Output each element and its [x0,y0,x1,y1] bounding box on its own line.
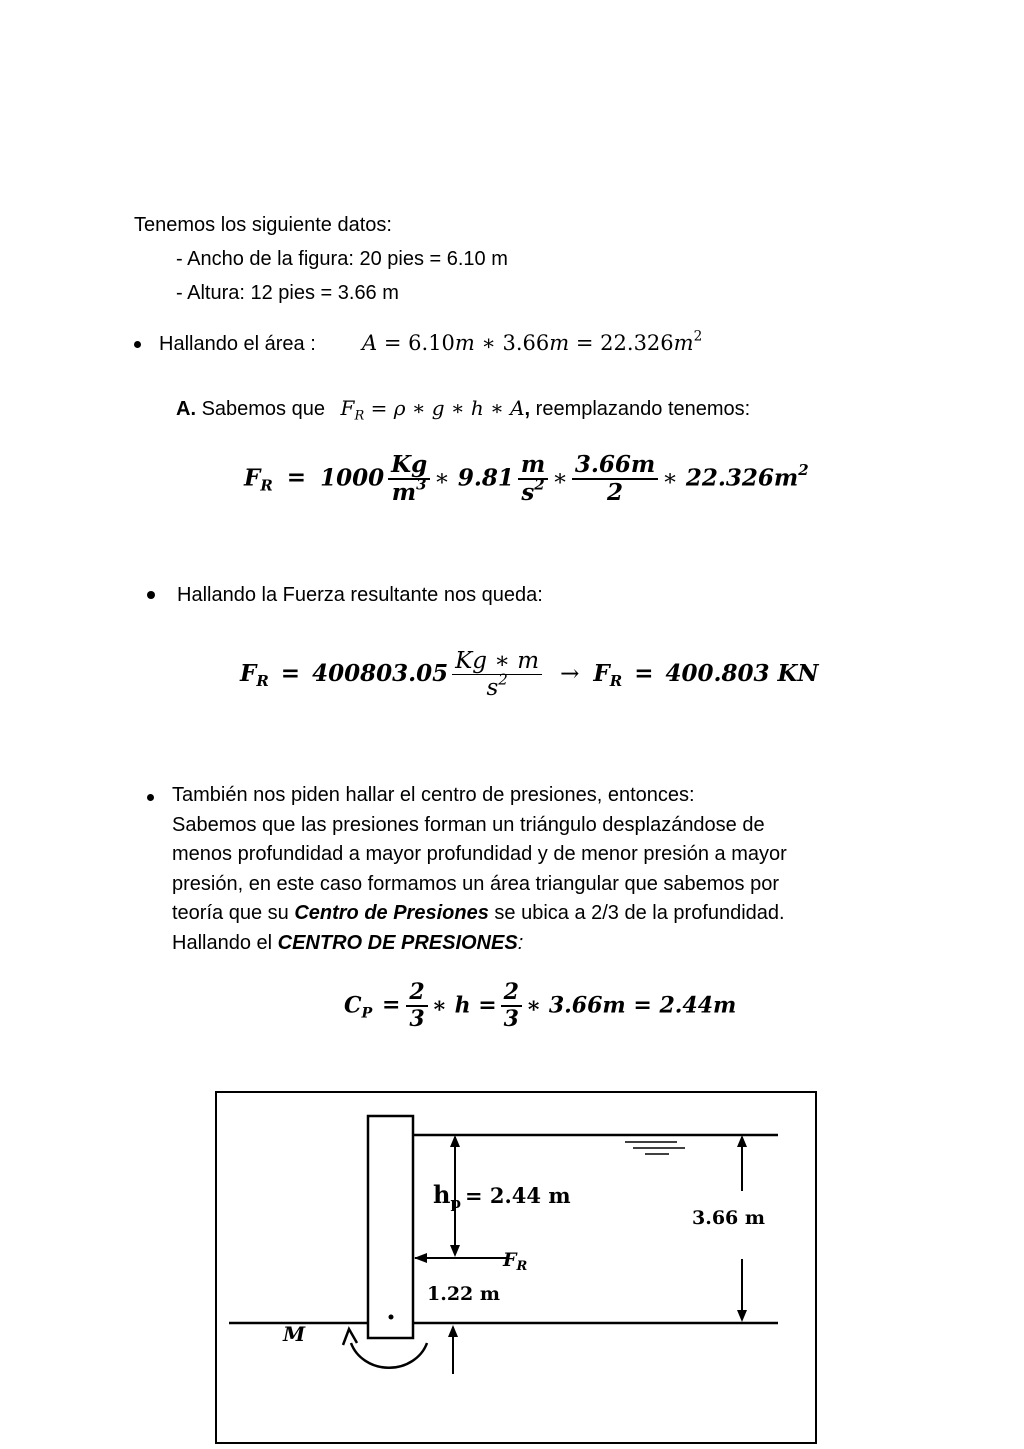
data-item-height: - Altura: 12 pies = 3.66 m [176,282,399,304]
bullet [147,591,155,599]
centre-equation: $C_P$ = $\frac{2}{3}$ ∗ h = $\frac{2}{3}$ ∗ 3.66m = 2.44m [344,979,737,1033]
para-line: Sabemos que las presiones forman un triángulo desplazándose de [172,813,765,836]
bullet [134,341,141,348]
hinge-dot [389,1315,394,1320]
part-a-line: A. Sabemos que $F_R = \rho$ ∗ g ∗ h ∗ A, reemplazando tenemos: [176,396,751,424]
gate-rect [368,1116,413,1338]
bullet [147,794,154,801]
bottom-label: 1.22 m [427,1283,500,1305]
resultant-label: Hallando la Fuerza resultante nos queda: [177,584,543,606]
para-line: También nos piden hallar el centro de presiones, entonces: [172,784,695,806]
area-equation: A = 6.10m ∗ $3.66m = 22.326m^2$ [362,328,703,355]
intro-text: Tenemos los siguiente datos: [134,214,392,236]
data-item-width: - Ancho de la figura: 20 pies = 6.10 m [176,248,508,270]
para-line: teoría que su Centro de Presiones se ubica a 2/3 de la profundidad. [172,902,785,925]
fr-label: $F_R$ [503,1249,528,1274]
part-a-tail: reemplazando tenemos: [535,398,751,420]
para-line: presión, en este caso formamos un área triangular que sabemos por [172,872,780,895]
gate-figure-final [215,1091,817,1444]
depth-label: 3.66 m [692,1207,765,1229]
resultant-equation: $F_R = 400803.05$ $\frac{Kg ∗ m}{s^2}$ → $F_R = 400.803$ KN [240,648,819,702]
moment-label: M [283,1322,306,1346]
hp-label: $h_p = 2.44$ m [433,1180,571,1212]
para-line: Hallando el CENTRO DE PRESIONES: [172,931,524,954]
para-line: menos profundidad a mayor profundidad y de menor presión a mayor [172,843,787,866]
pressure-paragraph [172,781,892,959]
force-equation: $F_R = 1000$ $\frac{Kg}{m^3}$ ∗ 9.81 $\frac{m}{s^2}$ ∗ $\frac{3.66m}{2}$ ∗ $22.326m^2$ [244,451,809,507]
part-a-text: Sabemos que [201,398,325,420]
part-a-formula: $F_R = \rho$ ∗ g ∗ h ∗ A [340,396,525,424]
part-a-letter: A. [176,398,196,420]
area-label: Hallando el área : [159,333,316,355]
